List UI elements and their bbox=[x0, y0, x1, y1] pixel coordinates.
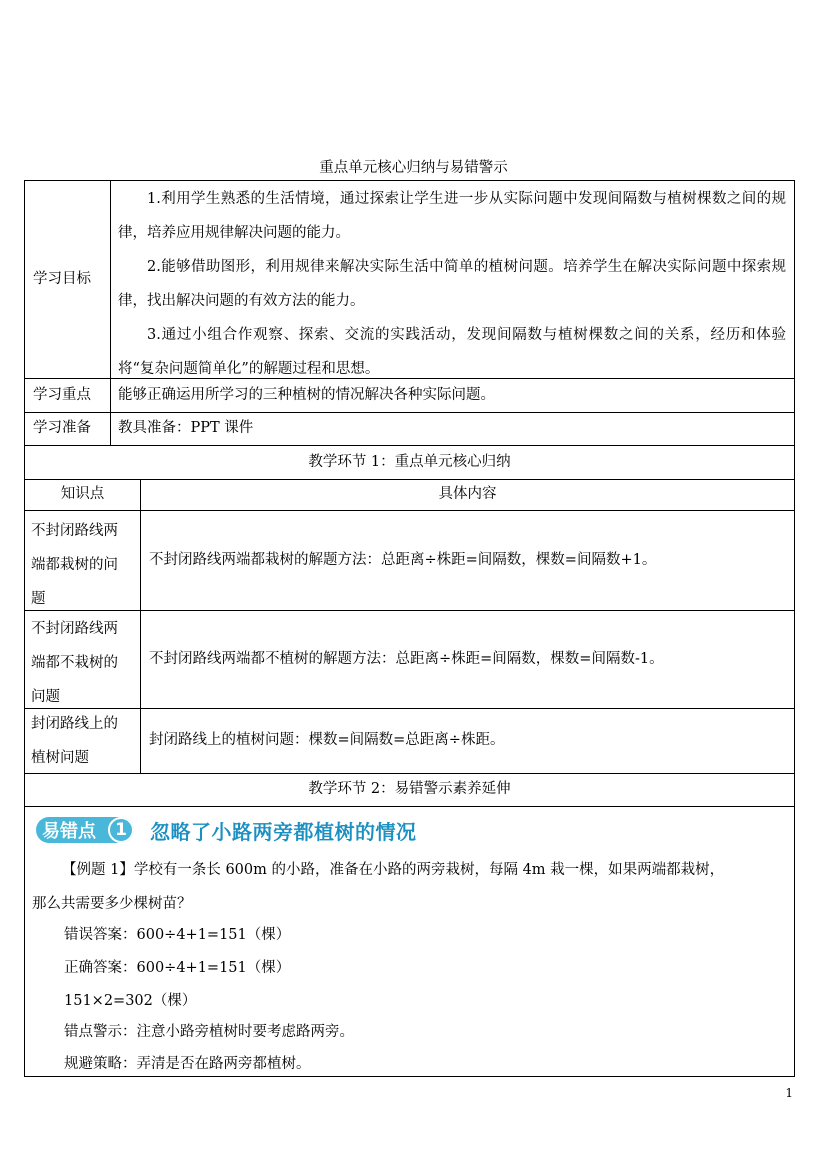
knowledge-content: 不封闭路线两端都不植树的解题方法：总距离÷株距=间隔数，棵数=间隔数-1。 bbox=[149, 650, 664, 667]
knowledge-point bbox=[25, 514, 133, 616]
knowledge-point-line: 题 bbox=[31, 591, 46, 607]
key-point-label: 学习重点 bbox=[33, 386, 91, 403]
error-warning: 错点警示：注意小路旁植树时要考虑路两旁。 bbox=[64, 1024, 354, 1040]
knowledge-point-line: 不封闭路线两 bbox=[31, 621, 118, 637]
avoidance-strategy: 规避策略：弄清是否在路两旁都植树。 bbox=[64, 1056, 311, 1072]
badge-label: 易错点 bbox=[42, 821, 96, 842]
preparation-text: 教具准备：PPT 课件 bbox=[118, 420, 254, 436]
example-question bbox=[32, 853, 792, 921]
knowledge-point-line: 植树问题 bbox=[31, 750, 89, 766]
goal-item: 2.能够借助图形，利用规律来解决实际生活中简单的植树问题。培养学生在解决实际问题中探索规律，找出解决问题的有效方法的能力。 bbox=[118, 259, 786, 309]
knowledge-point bbox=[25, 707, 133, 775]
knowledge-point-line: 封闭路线上的 bbox=[31, 716, 118, 732]
knowledge-point-line: 端都栽树的问 bbox=[31, 557, 118, 573]
column-divider bbox=[110, 180, 111, 445]
section2-heading: 教学环节 2：易错警示素养延伸 bbox=[308, 781, 511, 797]
preparation-label: 学习准备 bbox=[33, 420, 91, 436]
right-answer: 正确答案：600÷4+1=151（棵） bbox=[64, 960, 291, 976]
example-line: 【例题 1】学校有一条长 600m 的小路，准备在小路的两旁栽树，每隔 4m 栽一棵，如果两端都栽树， bbox=[62, 862, 725, 878]
content-column-header: 具体内容 bbox=[438, 486, 497, 502]
example-line: 那么共需要多少棵树苗？ bbox=[32, 896, 192, 912]
document-title: 重点单元核心归纳与易错警示 bbox=[319, 160, 508, 176]
right-answer-step2: 151×2=302（棵） bbox=[64, 993, 197, 1009]
error-point-title: 忽略了小路两旁都植树的情况 bbox=[150, 819, 417, 844]
key-point-text: 能够正确运用所学习的三种植树的情况解决各种实际问题。 bbox=[118, 386, 495, 403]
knowledge-point-line: 问题 bbox=[31, 689, 60, 705]
knowledge-content: 不封闭路线两端都栽树的解题方法：总距离÷株距=间隔数，棵数=间隔数+1。 bbox=[149, 551, 657, 568]
section1-heading: 教学环节 1：重点单元核心归纳 bbox=[308, 453, 511, 470]
goals-label: 学习目标 bbox=[33, 270, 91, 287]
goal-item: 1.利用学生熟悉的生活情境，通过探索让学生进一步从实际问题中发现间隔数与植树棵数之间的规律，培养应用规律解决问题的能力。 bbox=[118, 191, 786, 241]
goals-content bbox=[118, 182, 786, 386]
goal-item: 3.通过小组合作观察、探索、交流的实践活动，发现间隔数与植树棵数之间的关系，经历和体验将“复杂问题简单化”的解题过程和思想。 bbox=[118, 327, 786, 377]
error-point-banner bbox=[36, 816, 417, 844]
knowledge-point-line: 不封闭路线两 bbox=[31, 523, 118, 539]
knowledge-content: 封闭路线上的植树问题：棵数=间隔数=总距离÷株距。 bbox=[149, 732, 505, 748]
knowledge-column-header: 知识点 bbox=[60, 486, 105, 502]
wrong-answer: 错误答案：600÷4+1=151（棵） bbox=[64, 927, 291, 943]
error-point-badge bbox=[36, 817, 134, 843]
column-divider bbox=[140, 479, 141, 773]
knowledge-point-line: 端都不栽树的 bbox=[31, 655, 118, 671]
badge-number: 1 bbox=[108, 817, 134, 843]
page-number: 1 bbox=[785, 1086, 793, 1100]
knowledge-point bbox=[25, 612, 133, 714]
